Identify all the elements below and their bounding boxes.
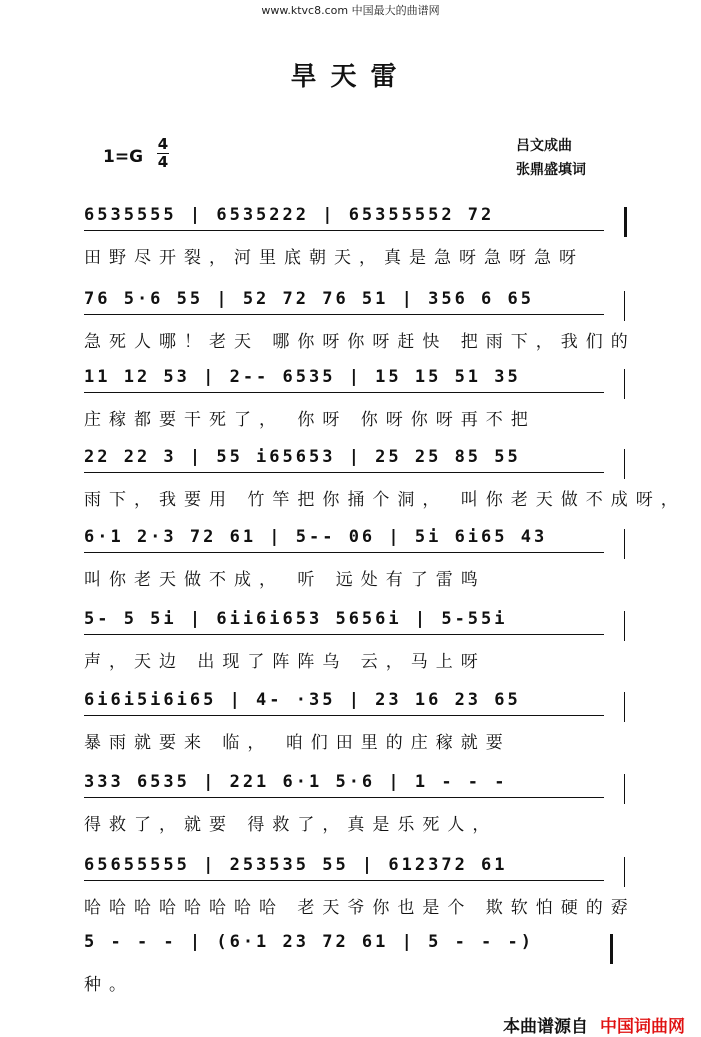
barline (624, 369, 625, 399)
lyrics-line: 暴雨就要来 临， 咱们田里的庄稼就要 (84, 733, 511, 753)
site-name[interactable]: 中国词曲网 (600, 1017, 685, 1037)
notation-line (84, 367, 624, 397)
notation-line (84, 609, 624, 639)
notation-line (84, 690, 624, 720)
beam-line (84, 472, 604, 473)
beam-line (84, 880, 604, 881)
notation-line (84, 447, 624, 477)
lyrics-line: 田野尽开裂，河里底朝天，真是急呀急呀急呀 (84, 248, 584, 268)
credits (516, 134, 586, 182)
barline (624, 857, 625, 887)
beam-line (84, 392, 604, 393)
key-signature: 1=G (103, 147, 144, 167)
score-row-2 (0, 289, 701, 375)
beam-line (84, 797, 604, 798)
notation-text: 76 5·6 55 | 52 72 76 51 | 356 6 65 (84, 289, 534, 309)
notation-line (84, 205, 624, 235)
barline (624, 207, 627, 237)
barline (624, 774, 625, 804)
score-row-8 (0, 772, 701, 858)
notation-text: 65655555 | 253535 55 | 612372 61 (84, 855, 508, 875)
lyrics-line: 叫你老天做不成， 听 远处有了雷鸣 (84, 570, 486, 590)
notation-text: 6i6i5i6i65 | 4- ·35 | 23 16 23 65 (84, 690, 521, 710)
notation-text: 11 12 53 | 2-- 6535 | 15 15 51 35 (84, 367, 521, 387)
lyrics-line: 种。 (84, 975, 134, 995)
lyrics-line: 庄稼都要干死了， 你呀 你呀你呀再不把 (84, 410, 536, 430)
lyrics-line: 得救了，就要 得救了，真是乐死人， (84, 815, 498, 835)
site-url-header: www.ktvc8.com 中国最大的曲谱网 (261, 4, 440, 17)
source-footer (503, 1012, 685, 1037)
barline (624, 611, 625, 641)
lyrics-line: 哈哈哈哈哈哈哈哈 老天爷你也是个 欺软怕硬的孬 (84, 898, 636, 918)
barline (624, 692, 625, 722)
lyricist-credit: 张鼎盛填词 (516, 162, 586, 178)
lyrics-line: 急死人哪！老天 哪你呀你呀赶快 把雨下，我们的 (84, 332, 636, 352)
score-row-6 (0, 609, 701, 695)
beam-line (84, 230, 604, 231)
notation-line (84, 932, 624, 962)
score-row-3 (0, 367, 701, 453)
score-row-4 (0, 447, 701, 533)
score-row-9 (0, 855, 701, 941)
notation-text: 5 - - - | (6·1 23 72 61 | 5 - - -) (84, 932, 534, 952)
barline (624, 291, 625, 321)
notation-text: 333 6535 | 221 6·1 5·6 | 1 - - - (84, 772, 508, 792)
beam-line (84, 314, 604, 315)
barline (624, 529, 625, 559)
notation-line (84, 527, 624, 557)
song-title: 旱天雷 (290, 62, 411, 92)
notation-line (84, 289, 624, 319)
notation-line (84, 772, 624, 802)
notation-text: 5- 5 5i | 6ii6i653 5656i | 5-55i (84, 609, 508, 629)
time-signature-top: 4 (157, 135, 169, 153)
notation-line (84, 855, 624, 885)
notation-text: 6535555 | 6535222 | 65355552 72 (84, 205, 495, 225)
score-row-10 (0, 932, 701, 1018)
score-row-7 (0, 690, 701, 776)
source-label: 本曲谱源自 (503, 1017, 588, 1037)
barline (624, 449, 625, 479)
lyrics-line: 雨下，我要用 竹竿把你捅个洞， 叫你老天做不成呀， (84, 490, 686, 510)
notation-text: 6·1 2·3 72 61 | 5-- 06 | 5i 6i65 43 (84, 527, 548, 547)
composer-credit: 吕文成曲 (516, 138, 572, 154)
final-barline (610, 934, 613, 964)
beam-line (84, 715, 604, 716)
time-signature (157, 137, 169, 170)
beam-line (84, 552, 604, 553)
time-signature-bottom: 4 (157, 153, 169, 171)
score-row-5 (0, 527, 701, 613)
beam-line (84, 634, 604, 635)
lyrics-line: 声，天边 出现了阵阵乌 云，马上呀 (84, 652, 486, 672)
score-row-1 (0, 205, 701, 291)
notation-text: 22 22 3 | 55 i65653 | 25 25 85 55 (84, 447, 521, 467)
